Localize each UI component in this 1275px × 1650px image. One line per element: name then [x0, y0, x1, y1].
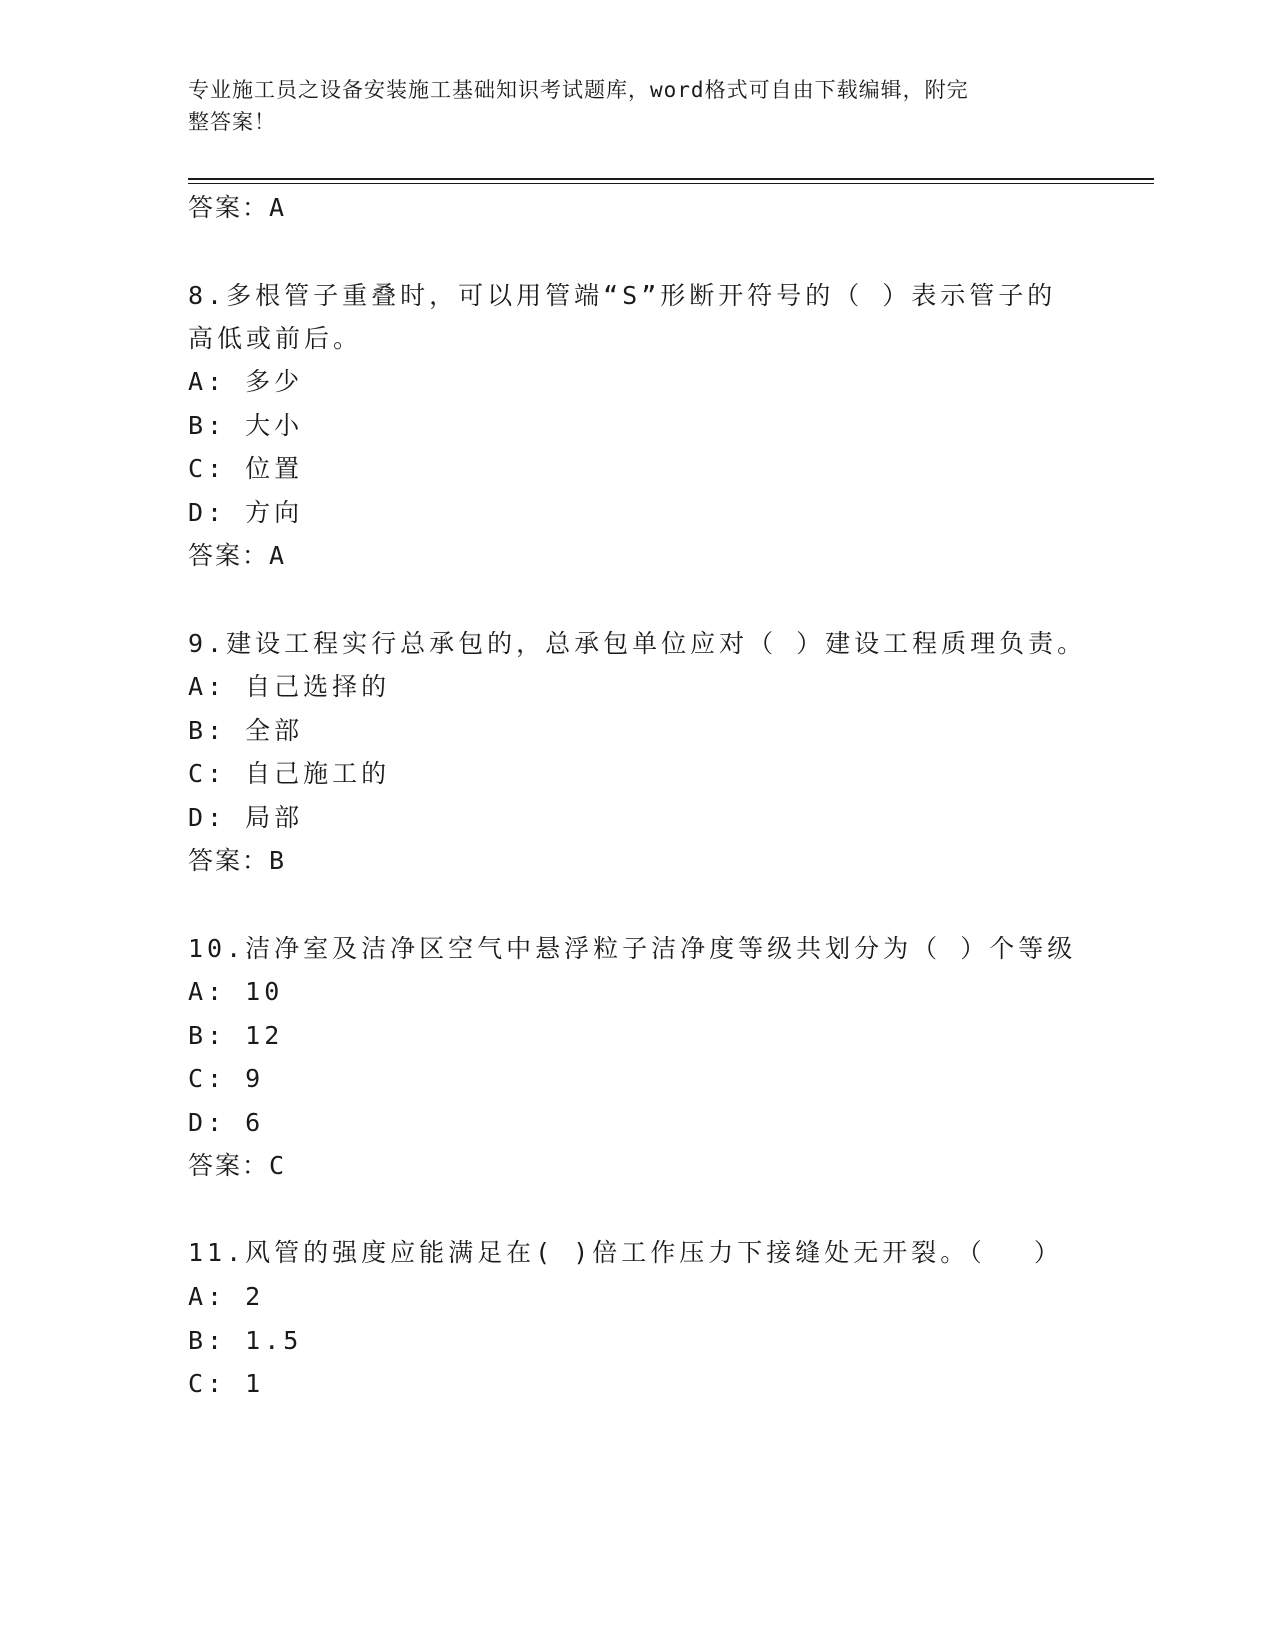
option-c: C: 位置: [188, 454, 304, 483]
option-c: C: 1: [188, 1369, 265, 1398]
header-divider-thin: [188, 183, 1154, 184]
answer-value: C: [269, 1151, 285, 1180]
option-d: D: 方向: [188, 498, 304, 527]
answer-line: [188, 845, 284, 877]
document-header: [188, 74, 1068, 138]
answer-label: 答案：: [188, 1151, 270, 1180]
option-b: B: 大小: [188, 411, 304, 440]
question-text: 8.多根管子重叠时，可以用管端“S”形断开符号的（ ）表示管子的: [188, 281, 1057, 310]
answer-value: A: [269, 193, 285, 222]
option-d: D: 6: [188, 1108, 265, 1137]
answer-line: [188, 1150, 284, 1182]
question-text: 11.风管的强度应能满足在( )倍工作压力下接缝处无开裂。（ ）: [188, 1238, 1063, 1267]
header-line-2: 整答案！: [188, 110, 276, 134]
answer-value: A: [269, 541, 285, 570]
option-c: C: 自己施工的: [188, 759, 391, 788]
option-a: A: 自己选择的: [188, 672, 391, 701]
question-text-continued: 高低或前后。: [188, 324, 363, 353]
answer-line: [188, 540, 284, 572]
answer-value: B: [269, 846, 285, 875]
option-a: A: 2: [188, 1282, 265, 1311]
answer-label: 答案：: [188, 846, 270, 875]
header-line-1: 专业施工员之设备安装施工基础知识考试题库，word格式可自由下载编辑，附完: [188, 78, 969, 102]
answer-label: 答案：: [188, 193, 270, 222]
option-b: B: 12: [188, 1021, 284, 1050]
option-a: A: 多少: [188, 367, 304, 396]
answer-label: 答案：: [188, 541, 270, 570]
option-b: B: 全部: [188, 716, 304, 745]
option-c: C: 9: [188, 1064, 265, 1093]
header-divider-thick: [188, 178, 1154, 180]
option-a: A: 10: [188, 977, 284, 1006]
option-d: D: 局部: [188, 803, 304, 832]
question-text: 10.洁净室及洁净区空气中悬浮粒子洁净度等级共划分为（ ）个等级: [188, 934, 1077, 963]
question-text: 9.建设工程实行总承包的，总承包单位应对（ ）建设工程质理负责。: [188, 629, 1087, 658]
option-b: B: 1.5: [188, 1326, 303, 1355]
answer-line: [188, 192, 284, 224]
